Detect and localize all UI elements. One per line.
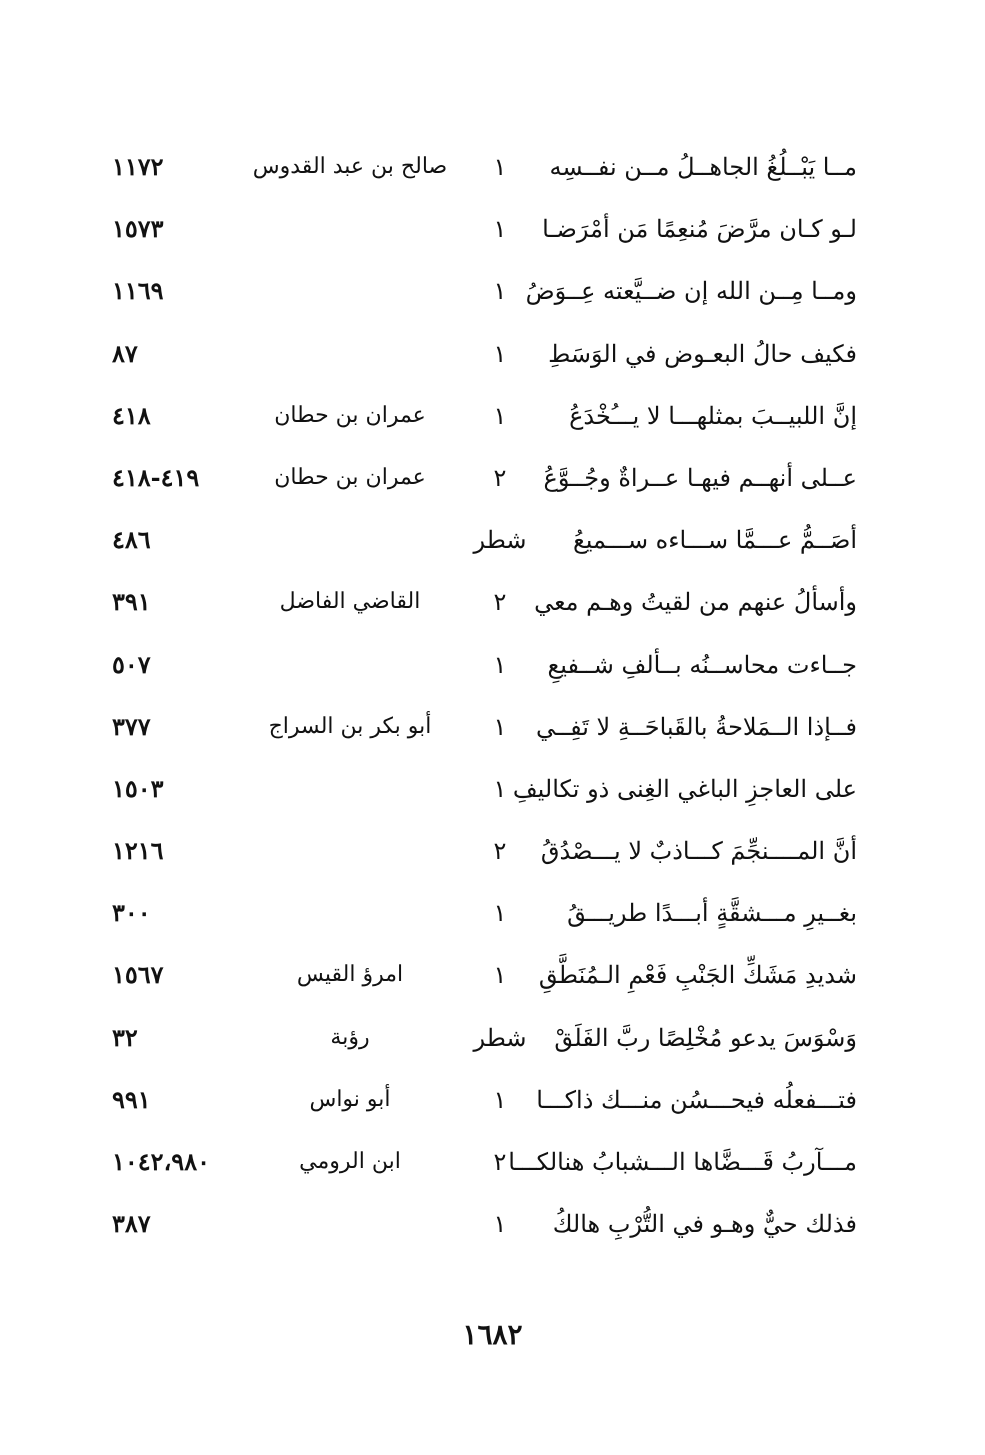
verse-count: ١ bbox=[493, 899, 507, 928]
page-refs: ١٥٠٣ bbox=[112, 773, 164, 803]
page-refs: ٥٠٧ bbox=[112, 649, 151, 679]
poet-name: عمران بن حطان bbox=[274, 464, 426, 490]
table-row bbox=[0, 202, 985, 264]
page-refs: ٤١٨ bbox=[112, 400, 151, 430]
table-row bbox=[0, 327, 985, 389]
verse-count: ١ bbox=[493, 774, 507, 803]
table-row bbox=[0, 638, 985, 700]
verse-count: ٢ bbox=[493, 463, 507, 492]
page-refs: ٨٧ bbox=[112, 338, 138, 368]
page-refs: ٣٠٠ bbox=[112, 898, 151, 928]
verse-text: فــإذا الــمَلاحةُ بالقَباحَــةِ لا تَفِــي bbox=[536, 712, 857, 741]
verse-count: ١ bbox=[493, 153, 507, 181]
verse-count: شطر bbox=[473, 1023, 527, 1052]
poet-name: ابن الرومي bbox=[299, 1149, 401, 1174]
verse-text: مـــآربُ قَـــضَّاها الـــشبابُ هنالكـــا bbox=[508, 1148, 857, 1176]
page-refs: ١١٧٢ bbox=[112, 152, 164, 181]
verse-count: ٢ bbox=[493, 837, 507, 866]
verse-text: وأسألُ عنهم من لقيتُ وهـم معي bbox=[534, 588, 857, 617]
verse-text: جــاءت محاســنُه بــألفِ شــفيعِ bbox=[547, 650, 857, 679]
table-row bbox=[0, 1073, 985, 1135]
page-refs: ٣٨٧ bbox=[112, 1209, 151, 1239]
verse-count: ١ bbox=[493, 277, 507, 306]
verse-count: ١ bbox=[493, 961, 507, 990]
page-refs: ٣٢ bbox=[112, 1022, 138, 1052]
poet-name: رؤبة bbox=[330, 1024, 370, 1050]
poet-name: عمران بن حطان bbox=[274, 402, 426, 428]
page-number: ١٦٨٢ bbox=[462, 1318, 523, 1351]
verse-text: بغــيرِ مـــشقَّةٍ أبـــدًا طريـــقُ bbox=[567, 899, 857, 928]
table-row bbox=[0, 824, 985, 886]
poet-name: صالح بن عبد القدوس bbox=[252, 154, 448, 179]
verse-count: ١ bbox=[493, 650, 507, 679]
verse-text: على العاجزِ الباغي الغِنى ذو تكاليفِ bbox=[512, 774, 857, 803]
verse-text: ومــا مِــن الله إن ضــيَّعته عِــوَضُ bbox=[525, 277, 857, 306]
verse-count: شطر bbox=[473, 526, 527, 555]
page-refs: ١٠٤٢،٩٨٠ bbox=[112, 1147, 210, 1176]
table-row bbox=[0, 513, 985, 575]
poet-name: امرؤ القيس bbox=[296, 962, 404, 988]
verse-text: وَسْوَسَ يدعو مُخْلِصًا ربَّ الفَلَقْ bbox=[554, 1023, 857, 1052]
verse-text: أنَّ المــــنجِّمَ كـــاذبٌ لا يـــصْدُقُ bbox=[540, 837, 857, 866]
verse-count: ٢ bbox=[493, 588, 507, 617]
table-row bbox=[0, 264, 985, 326]
table-row bbox=[0, 451, 985, 513]
poet-name: القاضي الفاضل bbox=[279, 589, 421, 615]
table-row bbox=[0, 886, 985, 948]
verse-count: ١ bbox=[493, 401, 507, 430]
table-row bbox=[0, 140, 985, 202]
table-row bbox=[0, 389, 985, 451]
table-row bbox=[0, 575, 985, 637]
table-row bbox=[0, 1011, 985, 1073]
verse-count: ١ bbox=[493, 1210, 507, 1239]
table-row bbox=[0, 762, 985, 824]
poet-name: أبو نواس bbox=[309, 1086, 391, 1112]
poet-name: أبو بكر بن السراج bbox=[268, 713, 432, 739]
verse-text: فتـــفعلُه فيحـــسُن منـــك ذاكـــا bbox=[536, 1085, 857, 1114]
verse-text: عــلى أنهــم فيهـا عــراةٌ وجُــوَّعُ bbox=[543, 463, 857, 492]
page-refs: ١٥٦٧ bbox=[112, 960, 164, 990]
verse-text: شديدِ مَشَكِّ الجَنْبِ فَعْمِ الـمُنَطَّقِ bbox=[538, 961, 857, 990]
table-row bbox=[0, 1197, 985, 1259]
verse-count: ١ bbox=[493, 339, 507, 368]
verse-index-table bbox=[0, 140, 985, 1259]
page-refs: ٣٧٧ bbox=[112, 711, 151, 741]
verse-text: إنَّ اللبيــبَ بمثلهـــا لا يـــُخْدَعُ bbox=[569, 401, 857, 430]
page-refs: ١٥٧٣ bbox=[112, 214, 164, 244]
verse-count: ٢ bbox=[493, 1148, 507, 1176]
verse-text: فكيف حالُ البعـوض في الوَسَطِ bbox=[548, 339, 857, 368]
verse-count: ١ bbox=[493, 215, 507, 244]
page-refs: ١٢١٦ bbox=[112, 836, 164, 866]
verse-text: أصَــمُّ عـــمَّا ســـاءه ســـميعُ bbox=[572, 526, 857, 555]
verse-text: فذلك حيٌّ وهـو في التُّرْبِ هالكُ bbox=[552, 1210, 857, 1239]
table-row bbox=[0, 1135, 985, 1197]
page-refs: ٩٩١ bbox=[112, 1084, 151, 1114]
verse-count: ١ bbox=[493, 712, 507, 741]
page-refs: ٤١٩-٤١٨ bbox=[112, 462, 200, 492]
table-row bbox=[0, 948, 985, 1010]
page-refs: ٣٩١ bbox=[112, 587, 151, 617]
verse-text: لـو كـان مرَّضَ مُنعِمًا مَن أمْرَضـا bbox=[542, 215, 857, 244]
verse-text: مــا يَبْــلُغُ الجاهــلُ مــن نفــسِه bbox=[549, 153, 857, 181]
page-refs: ٤٨٦ bbox=[112, 525, 151, 555]
page-refs: ١١٦٩ bbox=[112, 276, 164, 306]
verse-count: ١ bbox=[493, 1085, 507, 1114]
table-row bbox=[0, 700, 985, 762]
